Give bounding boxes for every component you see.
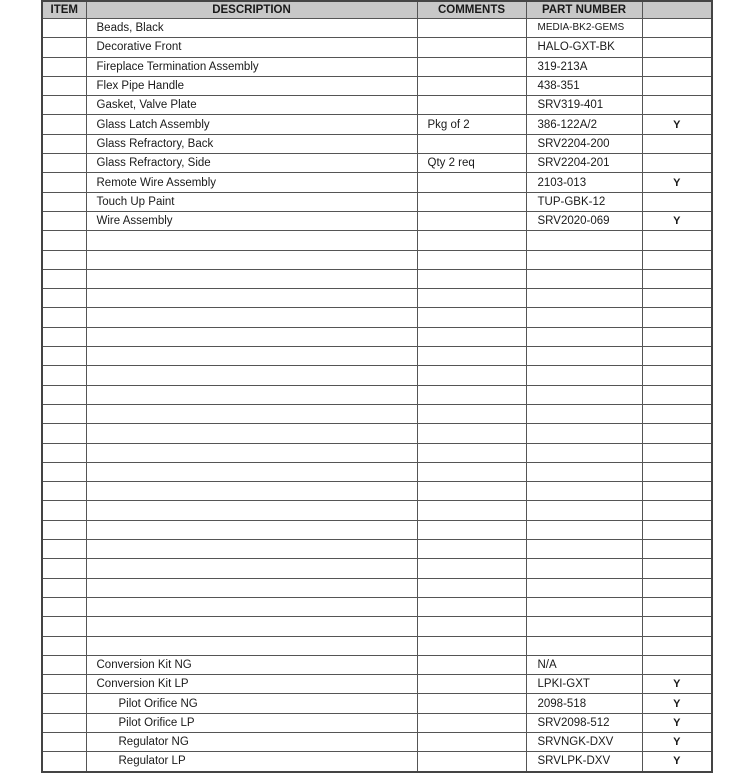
comments-cell [417,617,526,636]
flag-cell [642,327,712,346]
part-number-cell: SRV2020-069 [526,211,642,230]
comments-cell [417,269,526,288]
item-cell [42,385,86,404]
part-number-cell [526,482,642,501]
comments-cell [417,424,526,443]
header-description: DESCRIPTION [86,1,417,19]
header-item: ITEM [42,1,86,19]
header-flag [642,1,712,19]
comments-cell [417,96,526,115]
comments-cell [417,173,526,192]
flag-cell [642,404,712,423]
comments-cell [417,250,526,269]
description-cell [86,520,417,539]
description-cell [86,327,417,346]
flag-cell [642,501,712,520]
comments-cell [417,694,526,713]
flag-cell [642,76,712,95]
description-cell: Glass Refractory, Side [86,154,417,173]
table-row [42,540,712,559]
description-cell [86,347,417,366]
comments-cell [417,675,526,694]
comments-cell [417,443,526,462]
comments-cell [417,38,526,57]
description-cell [86,289,417,308]
table-row [42,308,712,327]
item-cell [42,192,86,211]
table-row [42,289,712,308]
item-cell [42,540,86,559]
comments-cell [417,752,526,772]
description-cell [86,636,417,655]
flag-cell: Y [642,675,712,694]
table-row [42,347,712,366]
item-cell [42,57,86,76]
part-number-cell [526,597,642,616]
part-number-cell: 319-213A [526,57,642,76]
description-cell: Glass Latch Assembly [86,115,417,134]
table-row [42,655,712,674]
description-cell [86,269,417,288]
part-number-cell [526,617,642,636]
table-row [42,675,712,694]
part-number-cell [526,250,642,269]
flag-cell [642,19,712,38]
item-cell [42,636,86,655]
item-cell [42,404,86,423]
part-number-cell: 386-122A/2 [526,115,642,134]
flag-cell [642,520,712,539]
flag-cell [642,559,712,578]
comments-cell [417,462,526,481]
description-cell [86,385,417,404]
table-row [42,694,712,713]
item-cell [42,424,86,443]
comments-cell [417,713,526,732]
part-number-cell: 2098-518 [526,694,642,713]
part-number-cell [526,443,642,462]
item-cell [42,250,86,269]
description-cell: Remote Wire Assembly [86,173,417,192]
item-cell [42,482,86,501]
flag-cell [642,96,712,115]
description-cell: Regulator LP [86,752,417,772]
part-number-cell [526,289,642,308]
comments-cell [417,134,526,153]
item-cell [42,96,86,115]
flag-cell [642,636,712,655]
part-number-cell [526,520,642,539]
item-cell [42,308,86,327]
description-cell [86,597,417,616]
comments-cell: Pkg of 2 [417,115,526,134]
part-number-cell [526,385,642,404]
part-number-cell: MEDIA-BK2-GEMS [526,19,642,38]
comments-cell [417,385,526,404]
table-row [42,732,712,751]
part-number-cell [526,559,642,578]
table-row [42,38,712,57]
flag-cell [642,385,712,404]
description-cell: Fireplace Termination Assembly [86,57,417,76]
item-cell [42,211,86,230]
header-comments: COMMENTS [417,1,526,19]
description-cell [86,231,417,250]
table-row [42,96,712,115]
item-cell [42,38,86,57]
item-cell [42,76,86,95]
comments-cell [417,636,526,655]
table-row [42,19,712,38]
part-number-cell: SRV319-401 [526,96,642,115]
part-number-cell: N/A [526,655,642,674]
item-cell [42,462,86,481]
item-cell [42,675,86,694]
item-cell [42,327,86,346]
flag-cell [642,597,712,616]
table-row [42,269,712,288]
description-cell: Wire Assembly [86,211,417,230]
table-row [42,636,712,655]
description-cell [86,482,417,501]
item-cell [42,134,86,153]
table-row [42,231,712,250]
part-number-cell: HALO-GXT-BK [526,38,642,57]
table-header-row [42,1,712,19]
part-number-cell [526,327,642,346]
item-cell [42,443,86,462]
flag-cell: Y [642,713,712,732]
description-cell [86,578,417,597]
table-row [42,327,712,346]
part-number-cell [526,366,642,385]
description-cell [86,462,417,481]
description-cell [86,540,417,559]
description-cell: Pilot Orifice NG [86,694,417,713]
part-number-cell [526,404,642,423]
flag-cell [642,192,712,211]
flag-cell: Y [642,173,712,192]
part-number-cell: 438-351 [526,76,642,95]
part-number-cell [526,347,642,366]
part-number-cell: SRVNGK-DXV [526,732,642,751]
flag-cell [642,655,712,674]
item-cell [42,713,86,732]
flag-cell [642,540,712,559]
flag-cell [642,617,712,636]
flag-cell: Y [642,732,712,751]
comments-cell [417,540,526,559]
flag-cell [642,250,712,269]
part-number-cell [526,424,642,443]
flag-cell [642,134,712,153]
part-number-cell [526,636,642,655]
comments-cell [417,308,526,327]
parts-list-sheet [41,0,711,768]
flag-cell [642,231,712,250]
part-number-cell: SRV2204-200 [526,134,642,153]
table-row [42,559,712,578]
part-number-cell: SRVLPK-DXV [526,752,642,772]
flag-cell [642,57,712,76]
item-cell [42,289,86,308]
comments-cell [417,231,526,250]
part-number-cell [526,462,642,481]
part-number-cell: 2103-013 [526,173,642,192]
item-cell [42,559,86,578]
description-cell [86,366,417,385]
item-cell [42,173,86,192]
flag-cell [642,443,712,462]
part-number-cell [526,540,642,559]
item-cell [42,617,86,636]
flag-cell [642,269,712,288]
table-row [42,211,712,230]
flag-cell: Y [642,752,712,772]
comments-cell [417,655,526,674]
description-cell: Beads, Black [86,19,417,38]
table-row [42,192,712,211]
item-cell [42,231,86,250]
flag-cell: Y [642,115,712,134]
comments-cell [417,578,526,597]
item-cell [42,655,86,674]
flag-cell [642,462,712,481]
comments-cell [417,597,526,616]
item-cell [42,115,86,134]
table-row [42,173,712,192]
flag-cell [642,154,712,173]
table-body [42,19,712,772]
item-cell [42,520,86,539]
comments-cell [417,347,526,366]
part-number-cell: TUP-GBK-12 [526,192,642,211]
item-cell [42,154,86,173]
description-cell [86,308,417,327]
description-cell: Glass Refractory, Back [86,134,417,153]
flag-cell [642,424,712,443]
description-cell [86,404,417,423]
part-number-cell [526,269,642,288]
table-row [42,501,712,520]
description-cell: Conversion Kit NG [86,655,417,674]
item-cell [42,597,86,616]
flag-cell: Y [642,211,712,230]
flag-cell: Y [642,694,712,713]
table-row [42,713,712,732]
description-cell: Decorative Front [86,38,417,57]
table-row [42,134,712,153]
item-cell [42,347,86,366]
comments-cell [417,482,526,501]
flag-cell [642,289,712,308]
description-cell [86,559,417,578]
description-cell [86,443,417,462]
comments-cell [417,732,526,751]
part-number-cell: SRV2098-512 [526,713,642,732]
table-row [42,76,712,95]
description-cell: Touch Up Paint [86,192,417,211]
flag-cell [642,38,712,57]
table-row [42,404,712,423]
item-cell [42,732,86,751]
description-cell: Pilot Orifice LP [86,713,417,732]
part-number-cell: LPKI-GXT [526,675,642,694]
flag-cell [642,482,712,501]
flag-cell [642,347,712,366]
table-row [42,115,712,134]
part-number-cell [526,501,642,520]
table-row [42,250,712,269]
table-row [42,462,712,481]
parts-table [41,0,713,773]
table-row [42,520,712,539]
item-cell [42,578,86,597]
item-cell [42,501,86,520]
table-row [42,578,712,597]
comments-cell [417,76,526,95]
comments-cell [417,289,526,308]
table-row [42,617,712,636]
comments-cell [417,19,526,38]
item-cell [42,366,86,385]
comments-cell [417,559,526,578]
comments-cell [417,520,526,539]
part-number-cell: SRV2204-201 [526,154,642,173]
table-row [42,443,712,462]
description-cell: Regulator NG [86,732,417,751]
item-cell [42,269,86,288]
table-row [42,424,712,443]
part-number-cell [526,231,642,250]
comments-cell [417,192,526,211]
comments-cell: Qty 2 req [417,154,526,173]
comments-cell [417,57,526,76]
part-number-cell [526,578,642,597]
item-cell [42,694,86,713]
item-cell [42,19,86,38]
description-cell [86,617,417,636]
flag-cell [642,366,712,385]
table-row [42,57,712,76]
comments-cell [417,327,526,346]
flag-cell [642,308,712,327]
comments-cell [417,366,526,385]
table-row [42,752,712,772]
description-cell [86,501,417,520]
comments-cell [417,404,526,423]
comments-cell [417,501,526,520]
description-cell [86,250,417,269]
flag-cell [642,578,712,597]
description-cell [86,424,417,443]
comments-cell [417,211,526,230]
table-row [42,154,712,173]
table-row [42,385,712,404]
description-cell: Conversion Kit LP [86,675,417,694]
description-cell: Gasket, Valve Plate [86,96,417,115]
item-cell [42,752,86,772]
part-number-cell [526,308,642,327]
table-row [42,482,712,501]
table-row [42,366,712,385]
description-cell: Flex Pipe Handle [86,76,417,95]
table-row [42,597,712,616]
header-part-number: PART NUMBER [526,1,642,19]
